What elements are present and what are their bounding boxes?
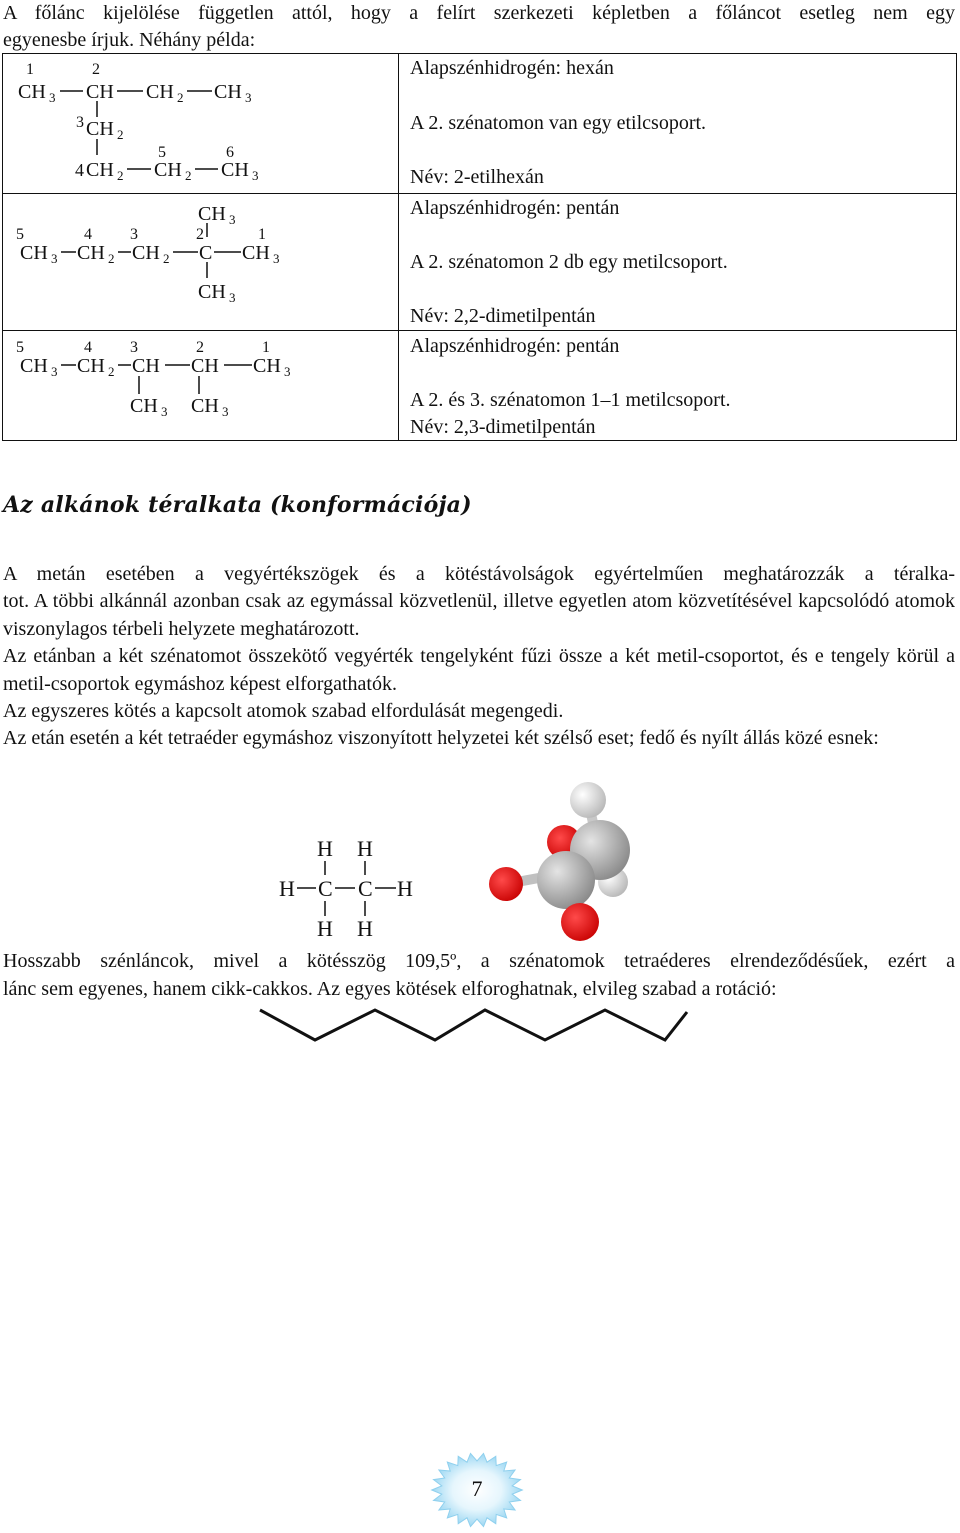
group: CH: [77, 242, 105, 264]
structural-formula-23-dimetilpentan: [0, 332, 396, 440]
carbon-atom-ball: [537, 851, 595, 909]
subscript: 3: [161, 404, 168, 419]
subscript: 2: [117, 127, 124, 142]
locant: 4: [84, 339, 92, 356]
example-3-name: Név: 2,3-dimetilpentán: [410, 416, 596, 438]
group: CH: [20, 242, 48, 264]
carbon-atom: C: [358, 876, 373, 901]
red-atom-ball: [561, 903, 599, 941]
group: CH: [18, 81, 46, 103]
locant: 2: [196, 339, 204, 356]
locant: 3: [76, 114, 84, 131]
example-1-name: Név: 2-etilhexán: [410, 166, 544, 188]
paragraph-1-rest: tot. A többi alkánnál azonban csak az egymással közvetlenül, illetve egyetlen atom közvetítésével kapcsolódó atomok viszonylagos térbeli helyzete meghatározott.: [3, 590, 955, 640]
page-number-badge: [428, 1452, 526, 1528]
intro-line-1: A főlánc kijelölése független attól, hogy a felírt szerkezeti képletben a főláncot esetleg nem egy: [3, 2, 955, 24]
subscript: 3: [252, 168, 259, 183]
example-2-name: Név: 2,2-dimetilpentán: [410, 305, 596, 327]
locant: 5: [16, 226, 24, 243]
subscript: 3: [229, 290, 236, 305]
group: CH: [221, 159, 249, 181]
group: CH: [86, 118, 114, 140]
table-row-separator-2: [2, 330, 957, 331]
group: CH: [214, 81, 242, 103]
red-atom-ball: [489, 867, 523, 901]
example-2-base: Alapszénhidrogén: pentán: [410, 197, 620, 219]
subscript: 2: [185, 168, 192, 183]
locant: 3: [130, 339, 138, 356]
group: CH: [20, 355, 48, 377]
group: CH: [86, 159, 114, 181]
subscript: 2: [117, 168, 124, 183]
locant: 1: [26, 61, 34, 78]
paragraph-1-line-1: A metán esetében a vegyértékszögek és a kötéstávolságok egyértelműen meghatározzák a téralka-: [3, 563, 955, 585]
example-3-base: Alapszénhidrogén: pentán: [410, 335, 620, 357]
locant: 1: [262, 339, 270, 356]
subscript: 3: [222, 404, 229, 419]
subscript: 3: [229, 212, 236, 227]
hydrogen-atom: H: [357, 836, 373, 861]
chain-text-line-1: Hosszabb szénláncok, mivel a kötésszög 109,5º, a szénatomok tetraéderes elrendeződésűek, ezért a: [3, 950, 955, 972]
group: CH: [198, 281, 226, 303]
paragraph-3: Az egyszeres kötés a kapcsolt atomok szabad elfordulását megengedi.: [3, 700, 564, 722]
hydrogen-atom: H: [357, 916, 373, 941]
hydrogen-atom: H: [317, 836, 333, 861]
locant: 5: [158, 144, 166, 161]
group: CH: [132, 242, 160, 264]
group: C: [199, 242, 213, 264]
group: CH: [146, 81, 174, 103]
subscript: 2: [177, 90, 184, 105]
table-divider: [398, 53, 399, 441]
example-1-base: Alapszénhidrogén: hexán: [410, 57, 614, 79]
group: CH: [154, 159, 182, 181]
intro-line-2: egyenesbe írjuk. Néhány példa:: [3, 29, 256, 51]
group: CH: [198, 203, 226, 225]
group: CH: [77, 355, 105, 377]
locant: 4: [75, 160, 84, 180]
subscript: 2: [108, 364, 115, 379]
group: CH: [191, 395, 219, 417]
group: CH: [86, 81, 114, 103]
example-2-detail: A 2. szénatomon 2 db egy metilcsoport.: [410, 251, 728, 273]
hydrogen-atom: H: [317, 916, 333, 941]
subscript: 3: [49, 90, 56, 105]
locant: 6: [226, 144, 234, 161]
ethane-ball-and-stick-model: [480, 770, 660, 960]
zigzag-carbon-chain: [255, 1000, 695, 1050]
group: CH: [130, 395, 158, 417]
example-3-detail: A 2. és 3. szénatomon 1–1 metilcsoport.: [410, 389, 731, 411]
subscript: 3: [51, 251, 58, 266]
hydrogen-atom: H: [279, 876, 295, 901]
carbon-atom: C: [318, 876, 333, 901]
group: CH: [253, 355, 281, 377]
locant: 2: [196, 226, 204, 243]
subscript: 3: [273, 251, 280, 266]
section-heading: Az alkánok téralkata (konformációja): [3, 492, 472, 518]
group: CH: [191, 355, 219, 377]
subscript: 3: [284, 364, 291, 379]
locant: 3: [130, 226, 138, 243]
group: CH: [242, 242, 270, 264]
locant: 4: [84, 226, 92, 243]
subscript: 2: [108, 251, 115, 266]
subscript: 3: [51, 364, 58, 379]
locant: 1: [258, 226, 266, 243]
locant: 2: [92, 61, 100, 78]
group: CH: [132, 355, 160, 377]
subscript: 3: [245, 90, 252, 105]
hydrogen-atom-ball: [570, 782, 606, 818]
ethane-structural-formula: [270, 830, 430, 945]
subscript: 2: [163, 251, 170, 266]
table-row-separator-1: [2, 193, 957, 194]
paragraph-4: Az etán esetén a két tetraéder egymáshoz viszonyított helyzetei két szélső eset; fedő és nyílt állás közé esnek:: [3, 727, 879, 749]
chain-text-line-2: lánc sem egyenes, hanem cikk-cakkos. Az egyes kötések elforoghatnak, elvileg szabad a rotáció:: [3, 978, 777, 1000]
example-1-detail: A 2. szénatomon van egy etilcsoport.: [410, 112, 707, 134]
page-number: 7: [471, 1476, 483, 1501]
paragraph-2: Az etánban a két szénatomot összekötő vegyérték tengelyként fűzi össze a két metil-csoportot, és e tengely körül a metil-csoportok egymáshoz képest elforgathatók.: [3, 645, 955, 695]
structural-formula-2-etilhexan: [0, 55, 396, 192]
locant: 5: [16, 339, 24, 356]
structural-formula-22-dimetilpentan: [0, 195, 396, 329]
hydrogen-atom: H: [397, 876, 413, 901]
